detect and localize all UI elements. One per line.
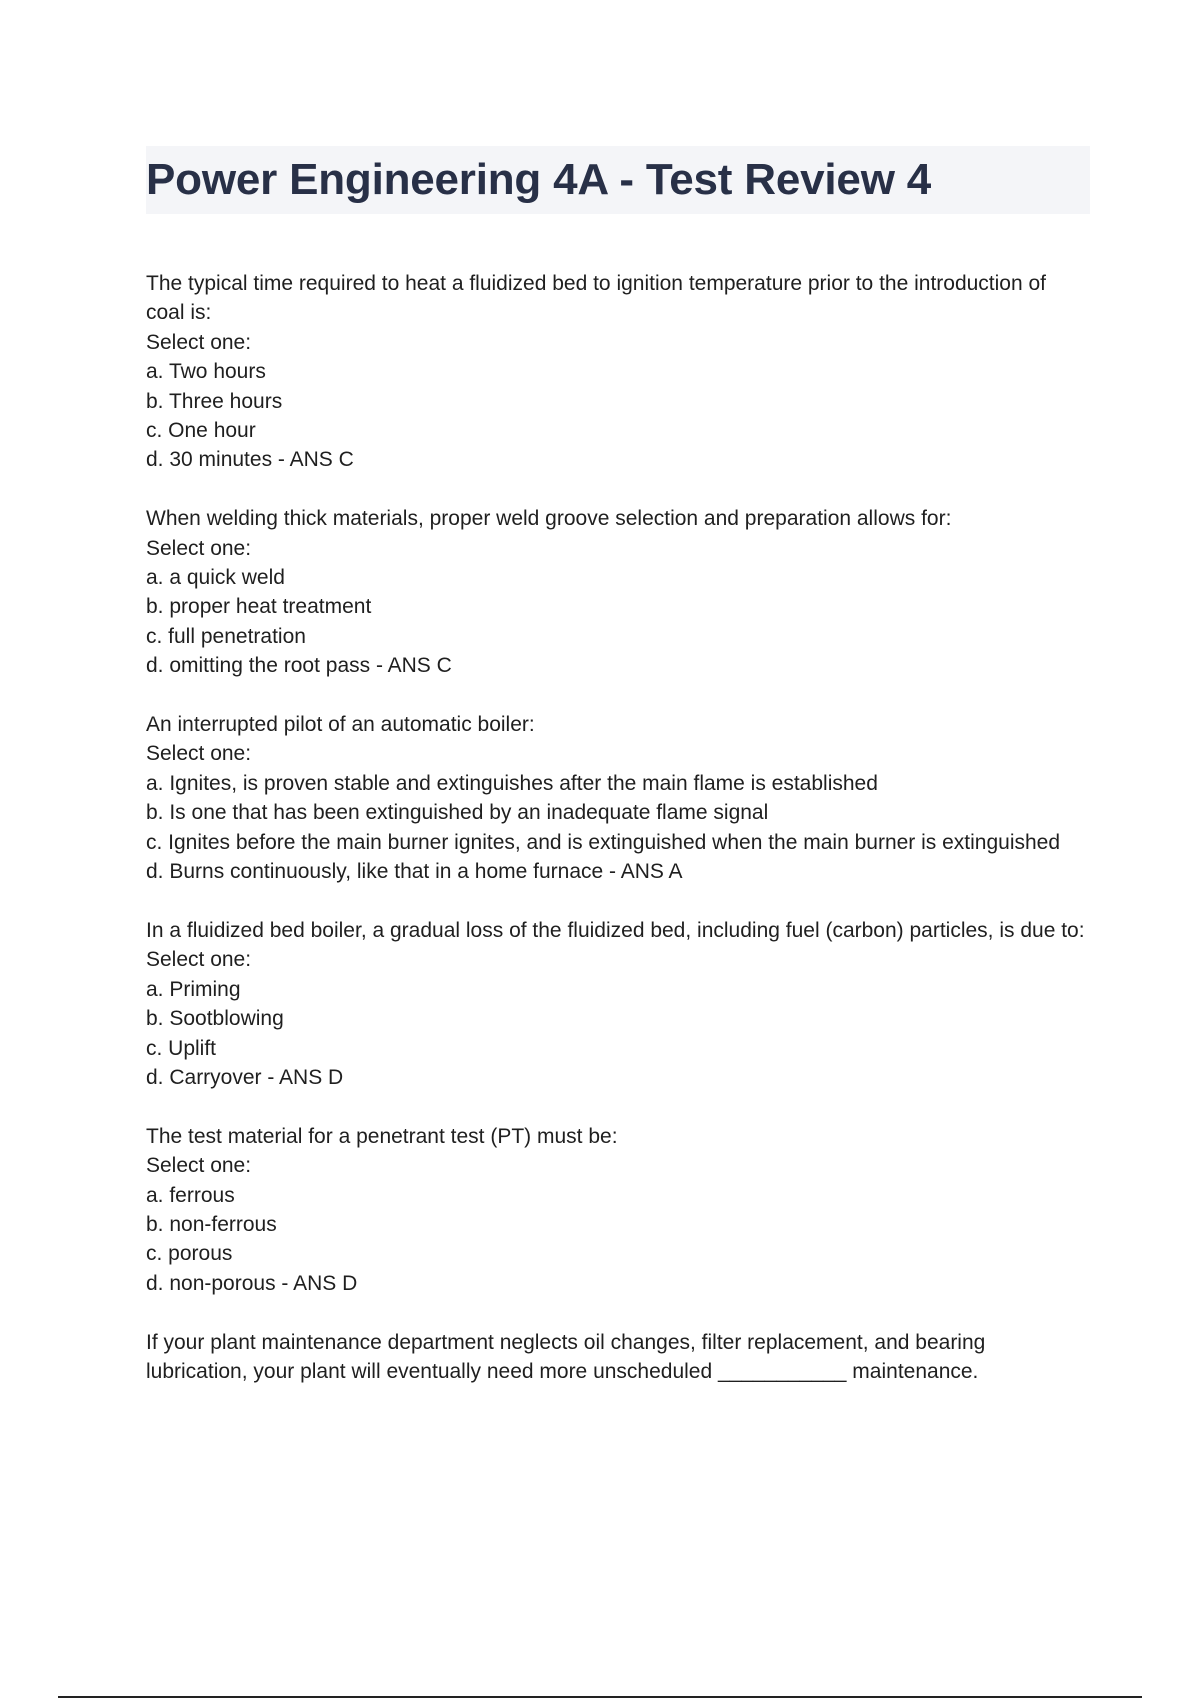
select-prompt: Select one: <box>146 1154 252 1178</box>
select-prompt: Select one: <box>146 948 252 972</box>
question-text: In a fluidized bed boiler, a gradual loss of the fluidized bed, including fuel (carbon) particles, is due to: <box>146 918 1085 942</box>
question-text: When welding thick materials, proper weld groove selection and preparation allows for: <box>146 507 952 531</box>
question-3 <box>146 710 1086 886</box>
option-b: b. Is one that has been extinguished by an inadequate flame signal <box>146 801 769 825</box>
option-a: a. a quick weld <box>146 566 285 590</box>
question-6 <box>146 1328 1086 1387</box>
option-b: b. proper heat treatment <box>146 595 372 619</box>
select-prompt: Select one: <box>146 742 252 766</box>
question-text: An interrupted pilot of an automatic boiler: <box>146 713 535 737</box>
question-2 <box>146 504 1086 680</box>
select-prompt: Select one: <box>146 330 252 354</box>
option-a: a. Ignites, is proven stable and extinguishes after the main flame is established <box>146 771 878 795</box>
option-b: b. Three hours <box>146 389 283 413</box>
option-c: c. One hour <box>146 419 256 443</box>
option-d-with-answer: d. non-porous - ANS D <box>146 1271 358 1295</box>
question-text: If your plant maintenance department neglects oil changes, filter replacement, and bearing lubrication, your plant will eventually need more unscheduled ___________ maintenance. <box>146 1330 986 1383</box>
option-c: c. full penetration <box>146 624 306 648</box>
option-d-with-answer: d. 30 minutes - ANS C <box>146 448 354 472</box>
question-list <box>146 269 1086 1416</box>
option-c: c. Uplift <box>146 1036 217 1060</box>
question-text: The typical time required to heat a fluidized bed to ignition temperature prior to the introduction of coal is: <box>146 272 1047 325</box>
option-a: a. ferrous <box>146 1183 235 1207</box>
option-d-with-answer: d. Burns continuously, like that in a home furnace - ANS A <box>146 860 683 884</box>
option-a: a. Priming <box>146 977 241 1001</box>
select-prompt: Select one: <box>146 536 252 560</box>
option-b: b. non-ferrous <box>146 1212 277 1236</box>
question-text: The test material for a penetrant test (PT) must be: <box>146 1124 618 1148</box>
question-1 <box>146 269 1086 475</box>
question-5 <box>146 1122 1086 1298</box>
page-title: Power Engineering 4A - Test Review 4 <box>146 155 932 204</box>
question-4 <box>146 916 1086 1092</box>
footer-divider <box>58 1696 1142 1698</box>
option-d-with-answer: d. omitting the root pass - ANS C <box>146 654 452 678</box>
option-c: c. porous <box>146 1242 233 1266</box>
option-b: b. Sootblowing <box>146 1007 284 1031</box>
option-d-with-answer: d. Carryover - ANS D <box>146 1065 344 1089</box>
option-c: c. Ignites before the main burner ignites, and is extinguished when the main burner is extinguished <box>146 830 1061 854</box>
option-a: a. Two hours <box>146 360 266 384</box>
